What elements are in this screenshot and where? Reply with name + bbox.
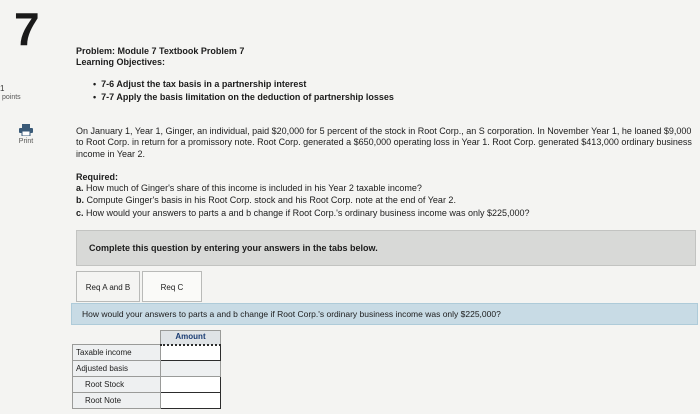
required-list	[76, 183, 530, 220]
required-letter: b.	[76, 195, 84, 206]
printer-icon	[19, 124, 33, 136]
question-number: 7	[14, 3, 40, 55]
tab-req-c[interactable]: Req C	[142, 271, 202, 302]
table-row	[73, 393, 221, 409]
amount-cell-adjusted-basis	[161, 361, 221, 377]
amount-input-root-stock[interactable]	[161, 377, 221, 393]
table-row	[73, 377, 221, 393]
objectives-heading: Learning Objectives:	[76, 57, 166, 67]
instruction-box	[76, 230, 696, 266]
required-letter: c.	[76, 207, 84, 218]
table-row	[73, 361, 221, 377]
amount-input-taxable-income[interactable]	[161, 345, 221, 361]
required-heading: Required:	[76, 172, 119, 182]
points-value: 1	[0, 84, 5, 93]
active-question-text: How would your answers to parts a and b change if Root Corp.'s ordinary business income was only $225,000?	[82, 309, 501, 319]
objectives-list	[93, 79, 394, 106]
print-button[interactable]	[14, 124, 38, 147]
answer-table	[72, 330, 221, 409]
tab-req-a-and-b[interactable]: Req A and B	[76, 271, 140, 302]
row-label-adjusted-basis: Adjusted basis	[73, 361, 161, 377]
problem-title: Problem: Module 7 Textbook Problem 7	[76, 46, 245, 56]
table-header-row	[73, 331, 221, 345]
required-item	[76, 195, 530, 206]
table-header-blank	[73, 331, 161, 345]
required-text: How would your answers to parts a and b change if Root Corp.'s ordinary business income was only $225,000?	[86, 207, 530, 218]
required-item	[76, 208, 530, 219]
row-label-root-note: Root Note	[73, 393, 161, 409]
problem-text: On January 1, Year 1, Ginger, an individual, paid $20,000 for 5 percent of the stock in Root Corp., an S corporation. In November Year 1, he loaned $9,000 to Root Corp. in return for a promissory note. Root Corp. generated a $650,000 operating loss in Year 1. Root Corp. generated $413,000 ordinary business income in Year 2.	[76, 126, 692, 159]
points-label: points	[2, 94, 21, 101]
required-item	[76, 183, 530, 194]
instruction-text: Complete this question by entering your answers in the tabs below.	[89, 243, 378, 253]
table-row	[73, 345, 221, 361]
print-label: Print	[18, 138, 34, 145]
row-label-root-stock: Root Stock	[73, 377, 161, 393]
row-label-taxable-income: Taxable income	[73, 345, 161, 361]
required-text: How much of Ginger's share of this income is included in his Year 2 taxable income?	[86, 183, 422, 193]
objective-item: • 7-7 Apply the basis limitation on the deduction of partnership losses	[93, 92, 394, 103]
required-text: Compute Ginger's basis in his Root Corp. stock and his Root Corp. note at the end of Year 2.	[86, 195, 456, 206]
objective-item: • 7-6 Adjust the tax basis in a partnership interest	[93, 79, 394, 90]
required-letter: a.	[76, 183, 84, 193]
column-header-amount: Amount	[161, 331, 221, 345]
amount-input-root-note[interactable]	[161, 393, 221, 409]
active-question-bar	[71, 303, 698, 325]
